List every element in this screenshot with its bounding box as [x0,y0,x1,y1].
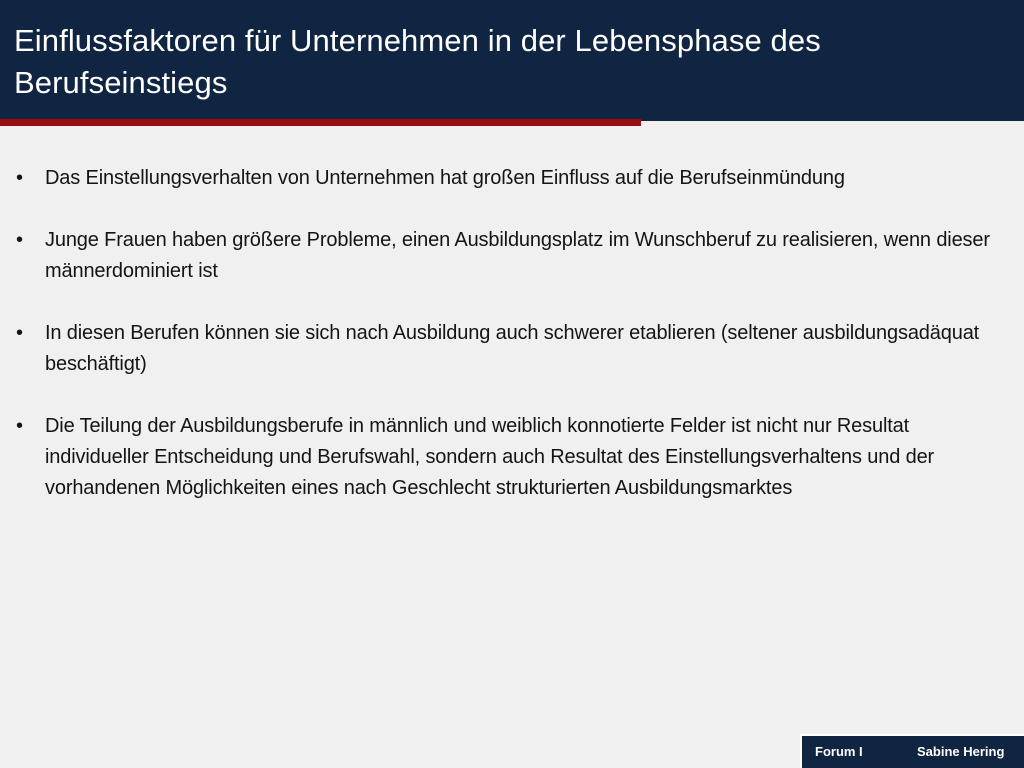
slide-footer [800,734,1024,768]
title-bar [0,0,1024,121]
bullet-text: Die Teilung der Ausbildungsberufe in männlich und weiblich konnotierte Felder ist nicht nur Resultat individueller Entscheidung und Berufswahl, sondern auch Resultat des Einstellungsverhaltens und der vorhandenen Möglichkeiten eines nach Geschlecht strukturierten Ausbildungsmarktes [45,415,935,499]
bullet-item [0,318,1024,380]
bullet-text: Das Einstellungsverhalten von Unternehmen hat großen Einfluss auf die Berufseinmündung [45,167,845,189]
bullet-text: Junge Frauen haben größere Probleme, einen Ausbildungsplatz im Wunschberuf zu realisieren, wenn dieser männerdominiert ist [45,229,990,282]
bullet-item [0,163,1024,194]
bullet-item [0,225,1024,287]
bullet-item [0,411,1024,504]
footer-author-label: Sabine Hering [917,744,1005,759]
bullet-text: In diesen Berufen können sie sich nach Ausbildung auch schwerer etablieren (seltener ausbildungsadäquat beschäftigt) [45,322,980,375]
slide-title: Einflussfaktoren für Unternehmen in der Lebensphase des Berufseinstiegs [14,23,821,100]
footer-forum-label: Forum I [815,744,863,759]
bullet-list [0,163,1024,504]
bullet-dot-icon: • [16,167,23,189]
slide-content [0,163,1024,535]
bullet-dot-icon: • [16,322,23,344]
accent-line [0,119,641,126]
bullet-dot-icon: • [16,229,23,251]
bullet-dot-icon: • [16,415,23,437]
